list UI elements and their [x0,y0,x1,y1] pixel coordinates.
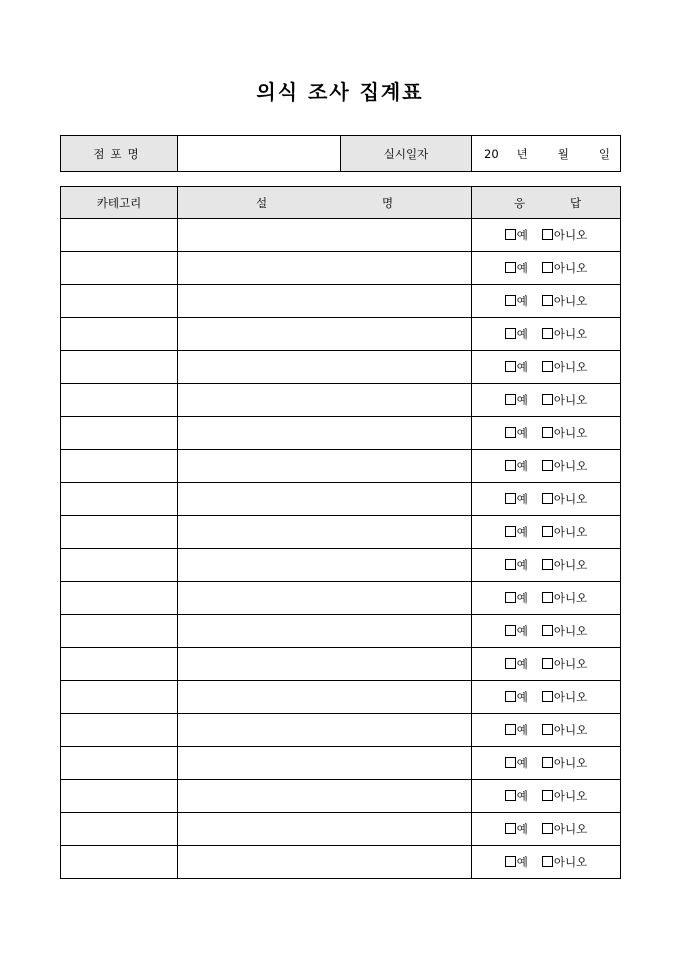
date-prefix: 20 [484,146,499,161]
category-cell[interactable] [61,846,178,879]
yes-checkbox[interactable] [505,361,516,372]
description-cell[interactable] [178,780,472,813]
no-option[interactable] [542,591,587,605]
yes-label: 예 [516,558,528,572]
description-cell[interactable] [178,483,472,516]
no-option[interactable] [542,393,587,407]
yes-checkbox[interactable] [505,757,516,768]
yes-label: 예 [516,261,528,275]
yes-option[interactable] [505,855,528,869]
yes-label: 예 [516,756,528,770]
response-cell [472,582,621,615]
table-row [61,285,621,318]
no-checkbox[interactable] [542,592,553,603]
category-cell[interactable] [61,516,178,549]
response-cell [472,813,621,846]
yes-checkbox[interactable] [505,394,516,405]
yes-option[interactable] [505,294,528,308]
category-cell[interactable] [61,747,178,780]
yes-option[interactable] [505,525,528,539]
response-header-part2: 답 [570,196,582,210]
page-title: 의식 조사 집계표 [256,80,424,104]
yes-checkbox[interactable] [505,658,516,669]
table-row [61,714,621,747]
no-checkbox[interactable] [542,493,553,504]
yes-label: 예 [516,855,528,869]
yes-option[interactable] [505,393,528,407]
description-cell[interactable] [178,351,472,384]
date-field[interactable] [472,136,621,172]
yes-checkbox[interactable] [505,592,516,603]
yes-option[interactable] [505,558,528,572]
yes-checkbox[interactable] [505,823,516,834]
response-cell [472,846,621,879]
yes-option[interactable] [505,426,528,440]
no-label: 아니오 [553,228,588,242]
yes-label: 예 [516,525,528,539]
response-cell [472,252,621,285]
no-option[interactable] [542,822,587,836]
no-checkbox[interactable] [542,856,553,867]
no-checkbox[interactable] [542,262,553,273]
no-option[interactable] [542,327,587,341]
response-cell [472,450,621,483]
description-header-part1: 설 [256,196,268,210]
yes-checkbox[interactable] [505,559,516,570]
date-label: 실시일자 [341,136,472,172]
yes-option[interactable] [505,690,528,704]
no-checkbox[interactable] [542,526,553,537]
yes-label: 예 [516,723,528,737]
table-row [61,483,621,516]
yes-option[interactable] [505,789,528,803]
response-cell [472,780,621,813]
yes-option[interactable] [505,261,528,275]
no-checkbox[interactable] [542,229,553,240]
description-cell[interactable] [178,648,472,681]
response-header [472,187,621,219]
yes-checkbox[interactable] [505,625,516,636]
response-cell [472,384,621,417]
table-row [61,351,621,384]
category-cell[interactable] [61,450,178,483]
description-cell[interactable] [178,582,472,615]
yes-option[interactable] [505,492,528,506]
date-month-unit: 월 [557,146,569,161]
date-year-unit: 년 [516,146,528,161]
response-cell [472,417,621,450]
response-cell [472,648,621,681]
table-row [61,681,621,714]
no-checkbox[interactable] [542,427,553,438]
response-cell [472,285,621,318]
yes-option[interactable] [505,591,528,605]
no-label: 아니오 [553,756,588,770]
category-cell[interactable] [61,219,178,252]
category-cell[interactable] [61,648,178,681]
yes-label: 예 [516,327,528,341]
description-cell[interactable] [178,219,472,252]
yes-checkbox[interactable] [505,526,516,537]
no-label: 아니오 [553,327,588,341]
no-option[interactable] [542,261,587,275]
description-cell[interactable] [178,450,472,483]
no-option[interactable] [542,855,587,869]
table-header-row [61,187,621,219]
table-row [61,516,621,549]
yes-option[interactable] [505,657,528,671]
category-cell[interactable] [61,252,178,285]
response-cell [472,483,621,516]
yes-label: 예 [516,228,528,242]
description-header-part2: 명 [382,196,394,210]
category-cell[interactable] [61,615,178,648]
description-header [178,187,472,219]
table-row [61,219,621,252]
description-cell[interactable] [178,681,472,714]
survey-rows [61,219,621,879]
description-cell[interactable] [178,252,472,285]
table-row [61,582,621,615]
no-label: 아니오 [553,690,588,704]
no-option[interactable] [542,459,587,473]
no-label: 아니오 [553,426,588,440]
no-option[interactable] [542,525,587,539]
no-option[interactable] [542,426,587,440]
yes-checkbox[interactable] [505,427,516,438]
no-label: 아니오 [553,492,588,506]
description-cell[interactable] [178,714,472,747]
table-row [61,780,621,813]
no-option[interactable] [542,294,587,308]
response-cell [472,516,621,549]
category-cell[interactable] [61,780,178,813]
yes-label: 예 [516,690,528,704]
category-cell[interactable] [61,483,178,516]
category-cell[interactable] [61,351,178,384]
category-cell[interactable] [61,813,178,846]
description-cell[interactable] [178,384,472,417]
response-cell [472,681,621,714]
no-label: 아니오 [553,525,588,539]
category-cell[interactable] [61,285,178,318]
yes-checkbox[interactable] [505,295,516,306]
table-row [61,252,621,285]
yes-option[interactable] [505,459,528,473]
no-checkbox[interactable] [542,295,553,306]
no-option[interactable] [542,789,587,803]
yes-label: 예 [516,426,528,440]
table-row [61,318,621,351]
category-cell[interactable] [61,714,178,747]
no-label: 아니오 [553,855,588,869]
description-cell[interactable] [178,813,472,846]
yes-checkbox[interactable] [505,460,516,471]
category-cell[interactable] [61,582,178,615]
no-label: 아니오 [553,789,588,803]
no-checkbox[interactable] [542,361,553,372]
no-option[interactable] [542,360,587,374]
category-cell[interactable] [61,549,178,582]
response-cell [472,318,621,351]
description-cell[interactable] [178,417,472,450]
store-name-field[interactable] [178,136,341,172]
table-row [61,813,621,846]
no-option[interactable] [542,756,587,770]
table-row [61,417,621,450]
yes-label: 예 [516,393,528,407]
no-checkbox[interactable] [542,328,553,339]
table-row [61,549,621,582]
yes-checkbox[interactable] [505,724,516,735]
no-label: 아니오 [553,822,588,836]
no-label: 아니오 [553,657,588,671]
yes-option[interactable] [505,327,528,341]
response-cell [472,747,621,780]
no-checkbox[interactable] [542,559,553,570]
no-label: 아니오 [553,459,588,473]
no-label: 아니오 [553,393,588,407]
yes-option[interactable] [505,228,528,242]
yes-checkbox[interactable] [505,229,516,240]
category-header: 카테고리 [61,187,178,219]
table-row [61,450,621,483]
response-header-part1: 응 [514,196,526,210]
no-checkbox[interactable] [542,757,553,768]
store-name-label: 점포명 [61,136,178,172]
description-cell[interactable] [178,318,472,351]
no-label: 아니오 [553,294,588,308]
no-checkbox[interactable] [542,658,553,669]
yes-option[interactable] [505,360,528,374]
date-day-unit: 일 [598,146,610,161]
description-cell[interactable] [178,846,472,879]
no-option[interactable] [542,624,587,638]
no-label: 아니오 [553,360,588,374]
no-label: 아니오 [553,723,588,737]
no-option[interactable] [542,228,587,242]
yes-checkbox[interactable] [505,262,516,273]
no-checkbox[interactable] [542,691,553,702]
no-option[interactable] [542,657,587,671]
yes-checkbox[interactable] [505,856,516,867]
category-cell[interactable] [61,318,178,351]
category-cell[interactable] [61,681,178,714]
response-cell [472,219,621,252]
table-row [61,747,621,780]
no-checkbox[interactable] [542,724,553,735]
description-cell[interactable] [178,615,472,648]
table-row [61,846,621,879]
yes-label: 예 [516,657,528,671]
response-cell [472,615,621,648]
no-checkbox[interactable] [542,625,553,636]
yes-label: 예 [516,294,528,308]
no-option[interactable] [542,723,587,737]
yes-label: 예 [516,492,528,506]
response-cell [472,714,621,747]
no-option[interactable] [542,492,587,506]
yes-option[interactable] [505,723,528,737]
no-checkbox[interactable] [542,394,553,405]
no-label: 아니오 [553,591,588,605]
yes-label: 예 [516,789,528,803]
category-cell[interactable] [61,417,178,450]
yes-label: 예 [516,459,528,473]
description-cell[interactable] [178,549,472,582]
yes-option[interactable] [505,822,528,836]
category-cell[interactable] [61,384,178,417]
no-label: 아니오 [553,558,588,572]
description-cell[interactable] [178,747,472,780]
yes-label: 예 [516,591,528,605]
yes-checkbox[interactable] [505,328,516,339]
description-cell[interactable] [178,516,472,549]
yes-checkbox[interactable] [505,493,516,504]
survey-table [60,186,621,879]
description-cell[interactable] [178,285,472,318]
yes-label: 예 [516,822,528,836]
no-checkbox[interactable] [542,823,553,834]
yes-checkbox[interactable] [505,790,516,801]
yes-option[interactable] [505,624,528,638]
no-label: 아니오 [553,261,588,275]
yes-option[interactable] [505,756,528,770]
no-option[interactable] [542,690,587,704]
yes-label: 예 [516,624,528,638]
no-option[interactable] [542,558,587,572]
table-row [61,648,621,681]
no-label: 아니오 [553,624,588,638]
response-cell [472,351,621,384]
no-checkbox[interactable] [542,790,553,801]
info-table [60,135,621,172]
yes-checkbox[interactable] [505,691,516,702]
yes-label: 예 [516,360,528,374]
table-row [61,384,621,417]
no-checkbox[interactable] [542,460,553,471]
response-cell [472,549,621,582]
table-row [61,615,621,648]
